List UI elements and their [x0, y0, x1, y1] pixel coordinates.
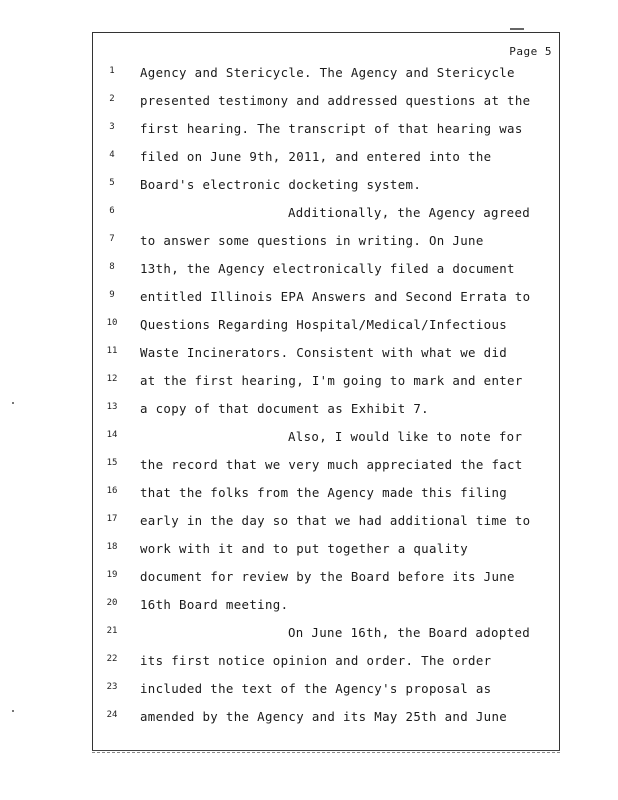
line-number: 5 [109, 178, 115, 188]
transcript-line [92, 118, 560, 146]
line-text: amended by the Agency and its May 25th and June [140, 709, 508, 724]
line-text: Agency and Stericycle. The Agency and Stericycle [140, 65, 515, 80]
line-number: 16 [106, 486, 118, 496]
line-text: a copy of that document as Exhibit 7. [140, 401, 429, 416]
transcript-line [92, 594, 560, 622]
transcript-line [92, 370, 560, 398]
transcript-line [92, 174, 560, 202]
scan-speck [12, 402, 14, 404]
transcript-line [92, 538, 560, 566]
line-number: 18 [106, 542, 118, 552]
line-number: 10 [106, 318, 118, 328]
transcript-line [92, 146, 560, 174]
page-number: Page 5 [509, 45, 552, 58]
line-number: 19 [106, 570, 118, 580]
line-text: entitled Illinois EPA Answers and Second Errata to [140, 289, 531, 304]
line-text: first hearing. The transcript of that hearing was [140, 121, 523, 136]
line-number: 13 [106, 402, 118, 412]
transcript-line [92, 650, 560, 678]
line-text: the record that we very much appreciated the fact [140, 457, 523, 472]
line-text: document for review by the Board before its June [140, 569, 515, 584]
line-number: 17 [106, 514, 118, 524]
line-number: 2 [109, 94, 115, 104]
transcript-line [92, 90, 560, 118]
line-text: at the first hearing, I'm going to mark and enter [140, 373, 523, 388]
line-text: On June 16th, the Board adopted [288, 625, 531, 640]
line-number: 12 [106, 374, 118, 384]
scan-speck [12, 710, 14, 712]
line-text: filed on June 9th, 2011, and entered into the [140, 149, 492, 164]
line-text: Waste Incinerators. Consistent with what we did [140, 345, 508, 360]
transcript-line [92, 482, 560, 510]
transcript-line [92, 342, 560, 370]
transcript-line [92, 202, 560, 230]
line-number: 1 [109, 66, 115, 76]
transcript-line [92, 230, 560, 258]
line-text: Additionally, the Agency agreed [288, 205, 531, 220]
transcript-line [92, 566, 560, 594]
line-number: 4 [109, 150, 115, 160]
line-number: 24 [106, 710, 118, 720]
line-text: presented testimony and addressed questions at the [140, 93, 531, 108]
line-number: 11 [106, 346, 118, 356]
transcript-lines [92, 62, 560, 734]
line-text: early in the day so that we had additional time to [140, 513, 531, 528]
line-number: 20 [106, 598, 118, 608]
transcript-line [92, 62, 560, 90]
transcript-line [92, 258, 560, 286]
line-text: Questions Regarding Hospital/Medical/Infectious [140, 317, 508, 332]
transcript-line [92, 454, 560, 482]
line-text: work with it and to put together a quality [140, 541, 469, 556]
line-text: that the folks from the Agency made this filing [140, 485, 508, 500]
line-text: its first notice opinion and order. The order [140, 653, 492, 668]
line-number: 3 [109, 122, 115, 132]
transcript-line [92, 622, 560, 650]
line-text: Board's electronic docketing system. [140, 177, 422, 192]
transcript-line [92, 510, 560, 538]
line-number: 9 [109, 290, 115, 300]
transcript-line [92, 398, 560, 426]
page-bottom-rule [92, 750, 560, 753]
line-number: 14 [106, 430, 118, 440]
transcript-line [92, 678, 560, 706]
line-text: included the text of the Agency's proposal as [140, 681, 492, 696]
transcript-line [92, 426, 560, 454]
line-text: to answer some questions in writing. On June [140, 233, 484, 248]
line-number: 21 [106, 626, 118, 636]
line-number: 6 [109, 206, 115, 216]
line-number: 15 [106, 458, 118, 468]
line-number: 22 [106, 654, 118, 664]
transcript-line [92, 314, 560, 342]
line-text: Also, I would like to note for [288, 429, 523, 444]
transcript-line [92, 286, 560, 314]
line-number: 7 [109, 234, 115, 244]
line-number: 8 [109, 262, 115, 272]
line-text: 13th, the Agency electronically filed a document [140, 261, 515, 276]
top-margin-mark [510, 28, 524, 30]
line-number: 23 [106, 682, 118, 692]
transcript-line [92, 706, 560, 734]
line-text: 16th Board meeting. [140, 597, 289, 612]
